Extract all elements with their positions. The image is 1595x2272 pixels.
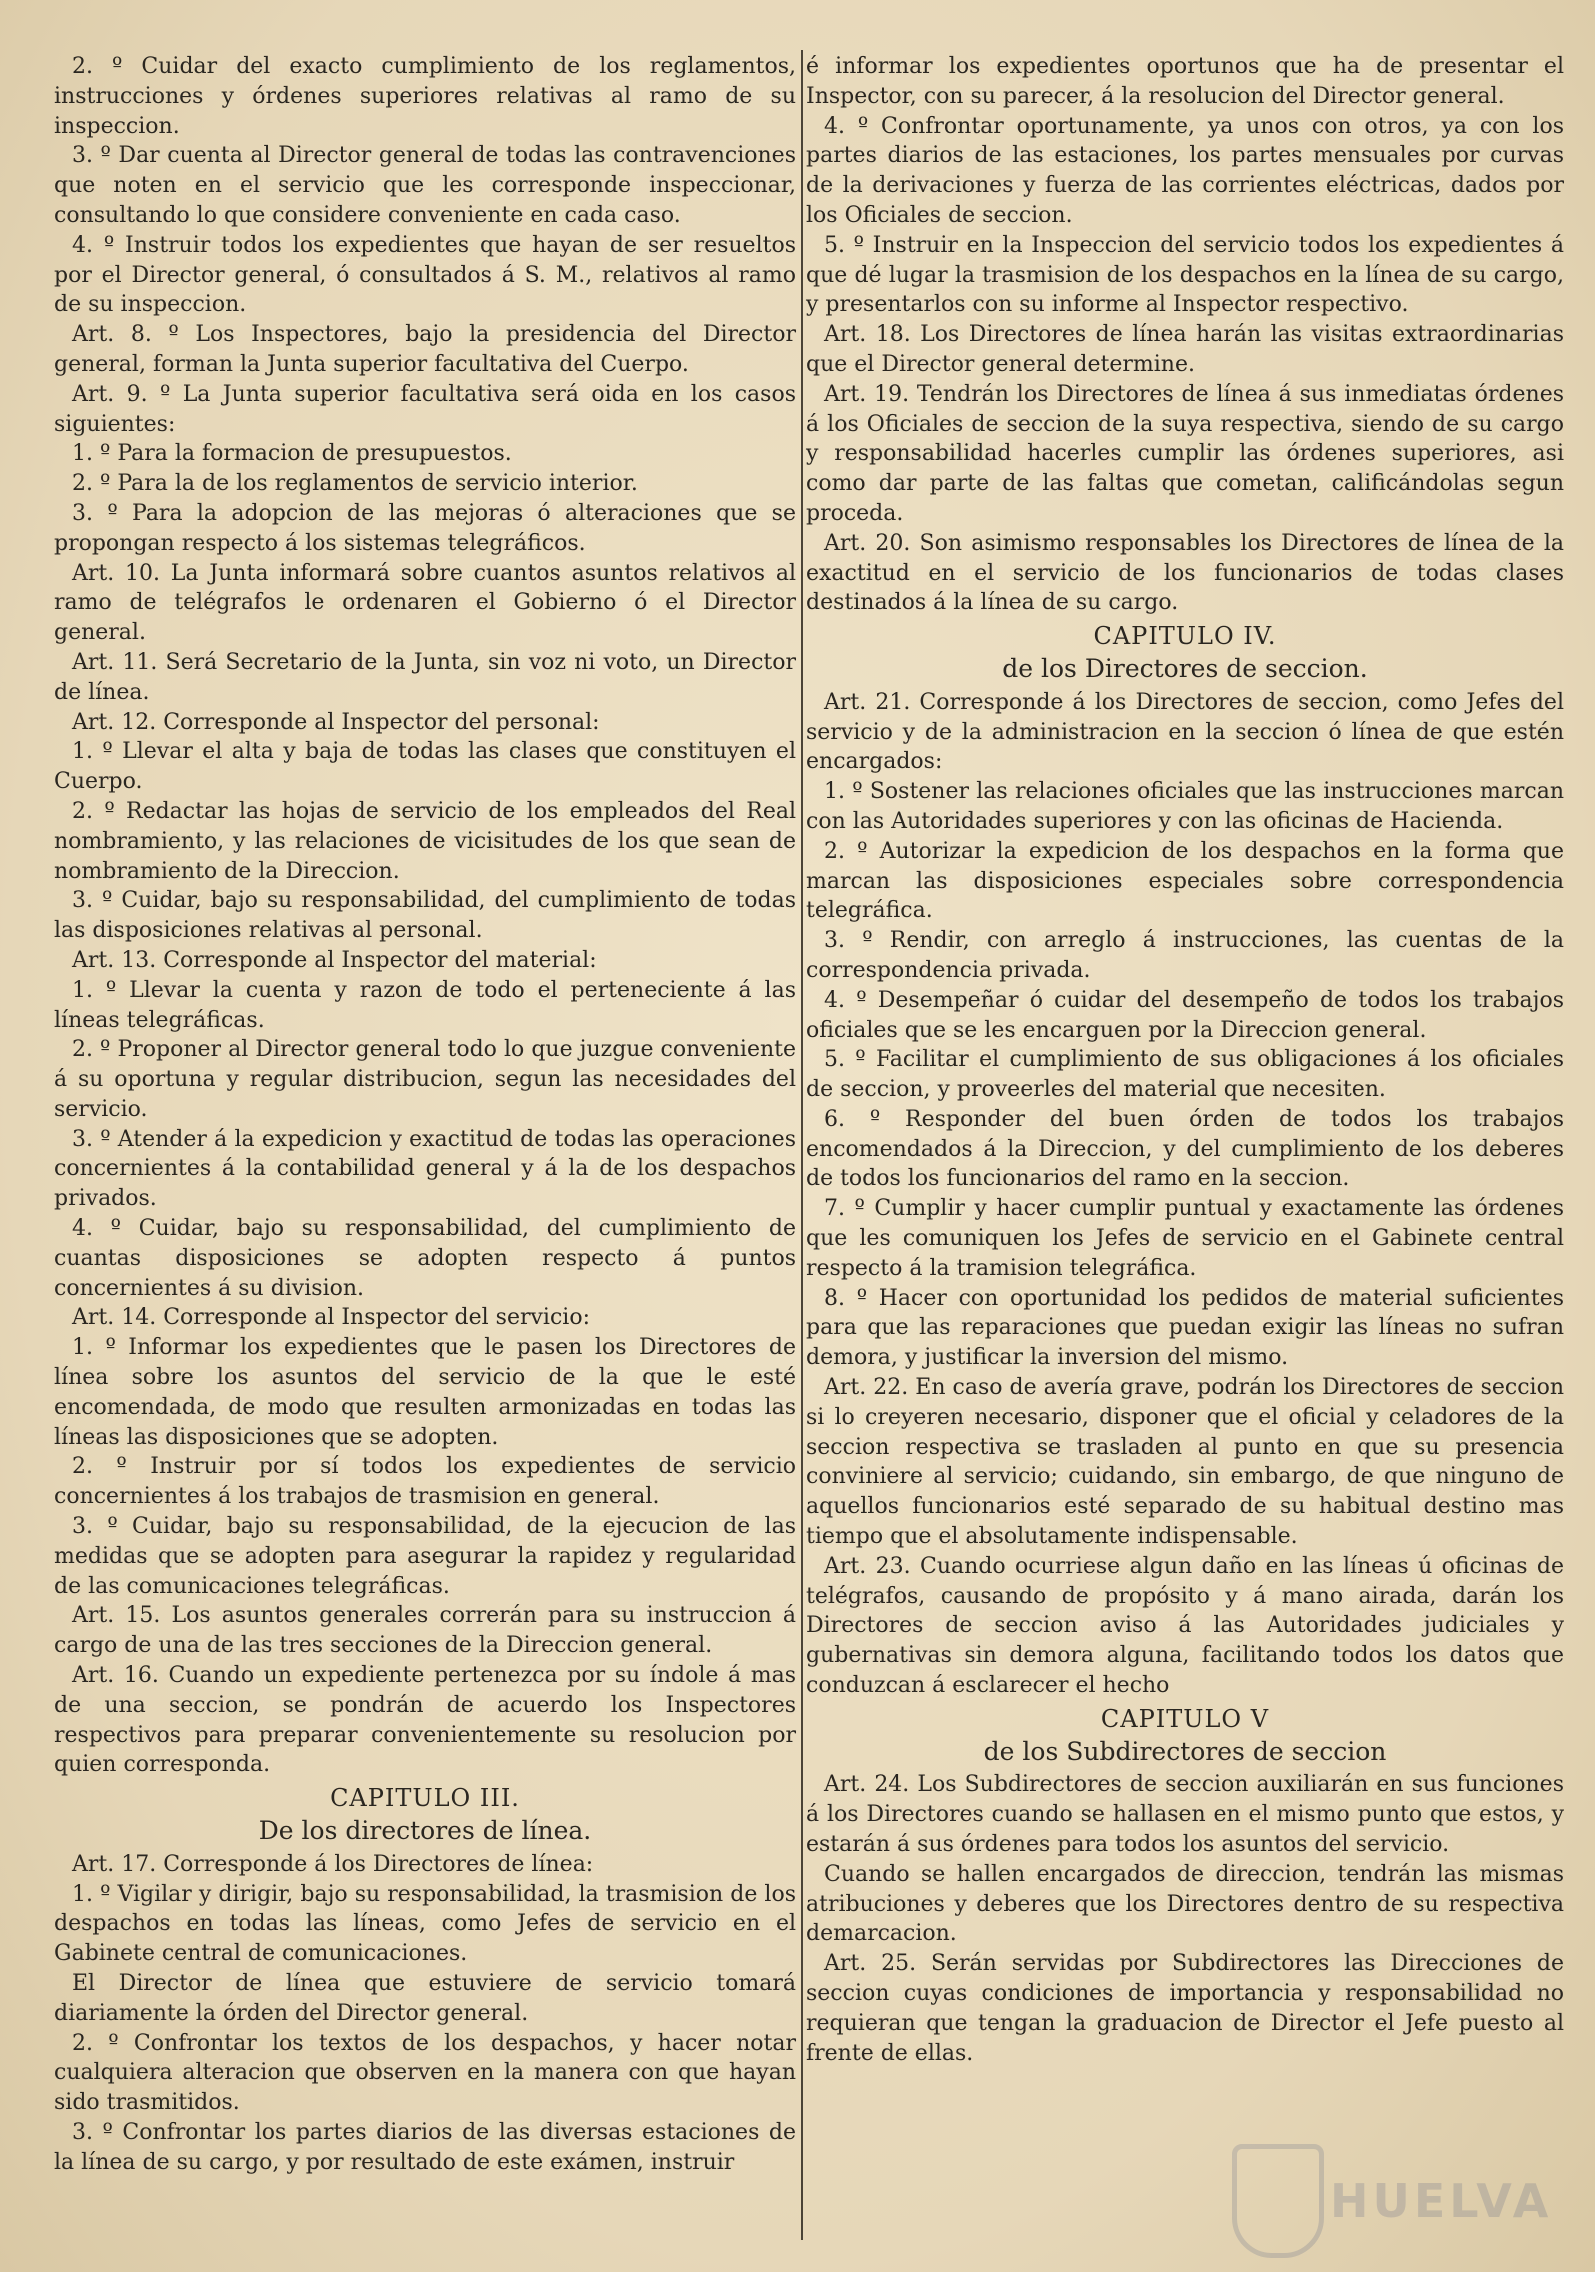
- paragraph: Art. 23. Cuando ocurriese algun daño en las líneas ú oficinas de telégrafos, causando de propósito y á mano airada, darán los Directores de seccion aviso á las Autoridades judiciales y gubernativas sin demora alguna, facilitando todos los datos que conduzcan á esclarecer el hecho: [806, 1553, 1564, 1699]
- chapter-subtitle: De los directores de línea.: [258, 1816, 592, 1846]
- chapter-subtitle: de los Subdirectores de seccion: [983, 1736, 1387, 1766]
- paragraph: 6. º Responder del buen órden de todos los trabajos encomendados á la Direccion, y del cumplimiento de los deberes de todos los funcionarios del ramo en la seccion.: [806, 1106, 1564, 1192]
- paragraph: 2. º Proponer al Director general todo lo que juzgue conveniente á su oportuna y regular distribucion, segun las necesidades del servicio.: [54, 1037, 796, 1122]
- paragraph: 3. º Rendir, con arreglo á instrucciones, las cuentas de la correspondencia privada.: [806, 928, 1564, 983]
- paragraph: Art. 14. Corresponde al Inspector del servicio:: [72, 1305, 590, 1331]
- paragraph: 4. º Confrontar oportunamente, ya unos con otros, ya con los partes diarios de las estaciones, los partes mensuales por curvas de la derivaciones y fuerza de las corrientes eléctricas, dados por los Oficiales de seccion.: [806, 113, 1564, 228]
- paragraph: Art. 12. Corresponde al Inspector del personal:: [72, 709, 600, 735]
- paragraph: Art. 20. Son asimismo responsables los Directores de línea de la exactitud en el servicio de los funcionarios de todas clases destinados á la línea de su cargo.: [806, 530, 1564, 616]
- paragraph: 4. º Instruir todos los expedientes que hayan de ser resueltos por el Director general, ó consultados á S. M., relativos al ramo de su inspeccion.: [54, 232, 796, 318]
- paragraph: Art. 9. º La Junta superior facultativa será oida en los casos siguientes:: [54, 381, 796, 437]
- paragraph: 5. º Instruir en la Inspeccion del servicio todos los expedientes á que dé lugar la trasmision de los despachos en la línea de su cargo, y presentarlos con su informe al Inspector respectivo.: [806, 232, 1564, 318]
- paragraph: 3. º Cuidar, bajo su responsabilidad, de la ejecucion de las medidas que se adopten para asegurar la rapidez y regularidad de las comunicaciones telegráficas.: [54, 1514, 796, 1599]
- paragraph: 3. º Confrontar los partes diarios de las diversas estaciones de la línea de su cargo, y por resultado de este exámen, instruir: [54, 2119, 796, 2175]
- paragraph: Art. 24. Los Subdirectores de seccion auxiliarán en sus funciones á los Directores cuando se hallasen en el mismo punto que estos, y estarán á sus órdenes para todos los asuntos del servicio.: [806, 1772, 1564, 1858]
- paragraph: 2. º Cuidar del exacto cumplimiento de los reglamentos, instrucciones y órdenes superiores relativas al ramo de su inspeccion.: [54, 54, 796, 139]
- paragraph: El Director de línea que estuviere de servicio tomará diariamente la órden del Director general.: [54, 1971, 796, 2026]
- paragraph: 1. º Llevar la cuenta y razon de todo el perteneciente á las líneas telegráficas.: [54, 977, 796, 1033]
- paragraph: Art. 16. Cuando un expediente pertenezca por su índole á mas de una seccion, se pondrán de acuerdo los Inspectores respectivos para preparar convenientemente su resolucion por quien corresponda.: [54, 1663, 796, 1778]
- paragraph: Cuando se hallen encargados de direccion, tendrán las mismas atribuciones y deberes que los Directores dentro de su respectiva demarcacion.: [806, 1861, 1564, 1947]
- paragraph: 3. º Atender á la expedicion y exactitud de todas las operaciones concernientes á la contabilidad general y á la de los despachos privados.: [54, 1126, 796, 1212]
- paragraph: 3. º Para la adopcion de las mejoras ó alteraciones que se propongan respecto á los sistemas telegráficos.: [54, 500, 796, 556]
- shield-icon: [1232, 2144, 1324, 2258]
- paragraph: 8. º Hacer con oportunidad los pedidos de material suficientes para que las reparaciones que puedan exigir las líneas no sufran demora, y justificar la inversion del mismo.: [806, 1285, 1564, 1371]
- chapter-heading: CAPITULO V: [1100, 1704, 1270, 1733]
- paragraph: 4. º Desempeñar ó cuidar del desempeño de todos los trabajos oficiales que se les encarguen por la Direccion general.: [806, 987, 1564, 1043]
- right-column: [806, 52, 1564, 2068]
- paragraph: Art. 17. Corresponde á los Directores de línea:: [72, 1851, 594, 1877]
- paragraph: 2. º Para la de los reglamentos de servicio interior.: [72, 471, 638, 497]
- paragraph: Art. 22. En caso de avería grave, podrán los Directores de seccion si lo creyeren necesario, disponer que el oficial y celadores de la seccion respectiva se trasladen al punto en que su presencia conviniere al servicio; cuidando, sin embargo, de que ninguno de aquellos funcionarios esté separado de su habitual destino mas tiempo que el absolutamente indispensable.: [806, 1375, 1564, 1550]
- paragraph: Art. 13. Corresponde al Inspector del material:: [72, 947, 597, 973]
- paragraph: 5. º Facilitar el cumplimiento de sus obligaciones á los oficiales de seccion, y proveerles del material que necesiten.: [806, 1047, 1564, 1103]
- paragraph: 2. º Instruir por sí todos los expedientes de servicio concernientes á los trabajos de trasmision en general.: [54, 1454, 796, 1510]
- paragraph: 1. º Vigilar y dirigir, bajo su responsabilidad, la trasmision de los despachos en todas las líneas, como Jefes de servicio en el Gabinete central de comunicaciones.: [54, 1881, 796, 1967]
- paragraph: 4. º Cuidar, bajo su responsabilidad, del cumplimiento de cuantas disposiciones se adopten respecto á puntos concernientes á su division.: [54, 1216, 796, 1301]
- paragraph: Art. 18. Los Directores de línea harán las visitas extraordinarias que el Director general determine.: [806, 322, 1564, 377]
- paragraph: Art. 10. La Junta informará sobre cuantos asuntos relativos al ramo de telégrafos le ordenaren el Gobierno ó el Director general.: [54, 560, 796, 646]
- paragraph: 1. º Informar los expedientes que le pasen los Directores de línea sobre los asuntos del servicio de la que le esté encomendada, de modo que resulten armonizadas en todas las líneas las disposiciones que se adopten.: [54, 1335, 796, 1450]
- paragraph: é informar los expedientes oportunos que ha de presentar el Inspector, con su parecer, á la resolucion del Director general.: [806, 54, 1564, 109]
- paragraph: 1. º Para la formacion de presupuestos.: [72, 441, 512, 467]
- paragraph: 2. º Confrontar los textos de los despachos, y hacer notar cualquiera alteracion que observen en la manera con que hayan sido trasmitidos.: [54, 2030, 796, 2116]
- paragraph: 7. º Cumplir y hacer cumplir puntual y exactamente las órdenes que les comuniquen los Jefes de servicio en el Gabinete central respecto á la tramision telegráfica.: [806, 1196, 1564, 1281]
- column-divider: [801, 50, 803, 2240]
- paragraph: 1. º Sostener las relaciones oficiales que las instrucciones marcan con las Autoridades superiores y con las oficinas de Hacienda.: [806, 779, 1564, 834]
- paragraph: 3. º Cuidar, bajo su responsabilidad, del cumplimiento de todas las disposiciones relativas al personal.: [54, 888, 796, 944]
- paragraph: Art. 11. Será Secretario de la Junta, sin voz ni voto, un Director de línea.: [54, 649, 796, 705]
- library-stamp: [1232, 2144, 1562, 2254]
- chapter-subtitle: de los Directores de seccion.: [1002, 653, 1368, 683]
- chapter-heading: CAPITULO IV.: [1093, 622, 1277, 651]
- paragraph: Art. 8. º Los Inspectores, bajo la presidencia del Director general, forman la Junta superior facultativa del Cuerpo.: [54, 322, 796, 377]
- chapter-heading: CAPITULO III.: [330, 1784, 520, 1813]
- paragraph: Art. 19. Tendrán los Directores de línea á sus inmediatas órdenes á los Oficiales de seccion de la suya respectiva, siendo de su cargo y responsabilidad hacerles cumplir las órdenes superiores, asi como dar parte de las faltas que cometan, calificándolas segun proceda.: [806, 381, 1564, 526]
- paragraph: 3. º Dar cuenta al Director general de todas las contravenciones que noten en el servicio que les corresponde inspeccionar, consultando lo que considere conveniente en cada caso.: [54, 143, 796, 228]
- paragraph: Art. 21. Corresponde á los Directores de seccion, como Jefes del servicio y de la administracion en la seccion ó línea de que estén encargados:: [806, 689, 1564, 775]
- stamp-text: HUELVA: [1330, 2174, 1553, 2228]
- paragraph: Art. 15. Los asuntos generales correrán para su instruccion á cargo de una de las tres secciones de la Direccion general.: [54, 1603, 796, 1659]
- paragraph: 2. º Redactar las hojas de servicio de los empleados del Real nombramiento, y las relaciones de vicisitudes de los que sean de nombramiento de la Direccion.: [54, 798, 796, 884]
- paragraph: 1. º Llevar el alta y baja de todas las clases que constituyen el Cuerpo.: [54, 739, 796, 795]
- paragraph: Art. 25. Serán servidas por Subdirectores las Direcciones de seccion cuyas condiciones de importancia y responsabilidad no requieran que tengan la graduacion de Director el Jefe puesto al frente de ellas.: [806, 1951, 1564, 2066]
- paragraph: 2. º Autorizar la expedicion de los despachos en la forma que marcan las disposiciones especiales sobre correspondencia telegráfica.: [806, 838, 1564, 924]
- left-column: [54, 52, 796, 2178]
